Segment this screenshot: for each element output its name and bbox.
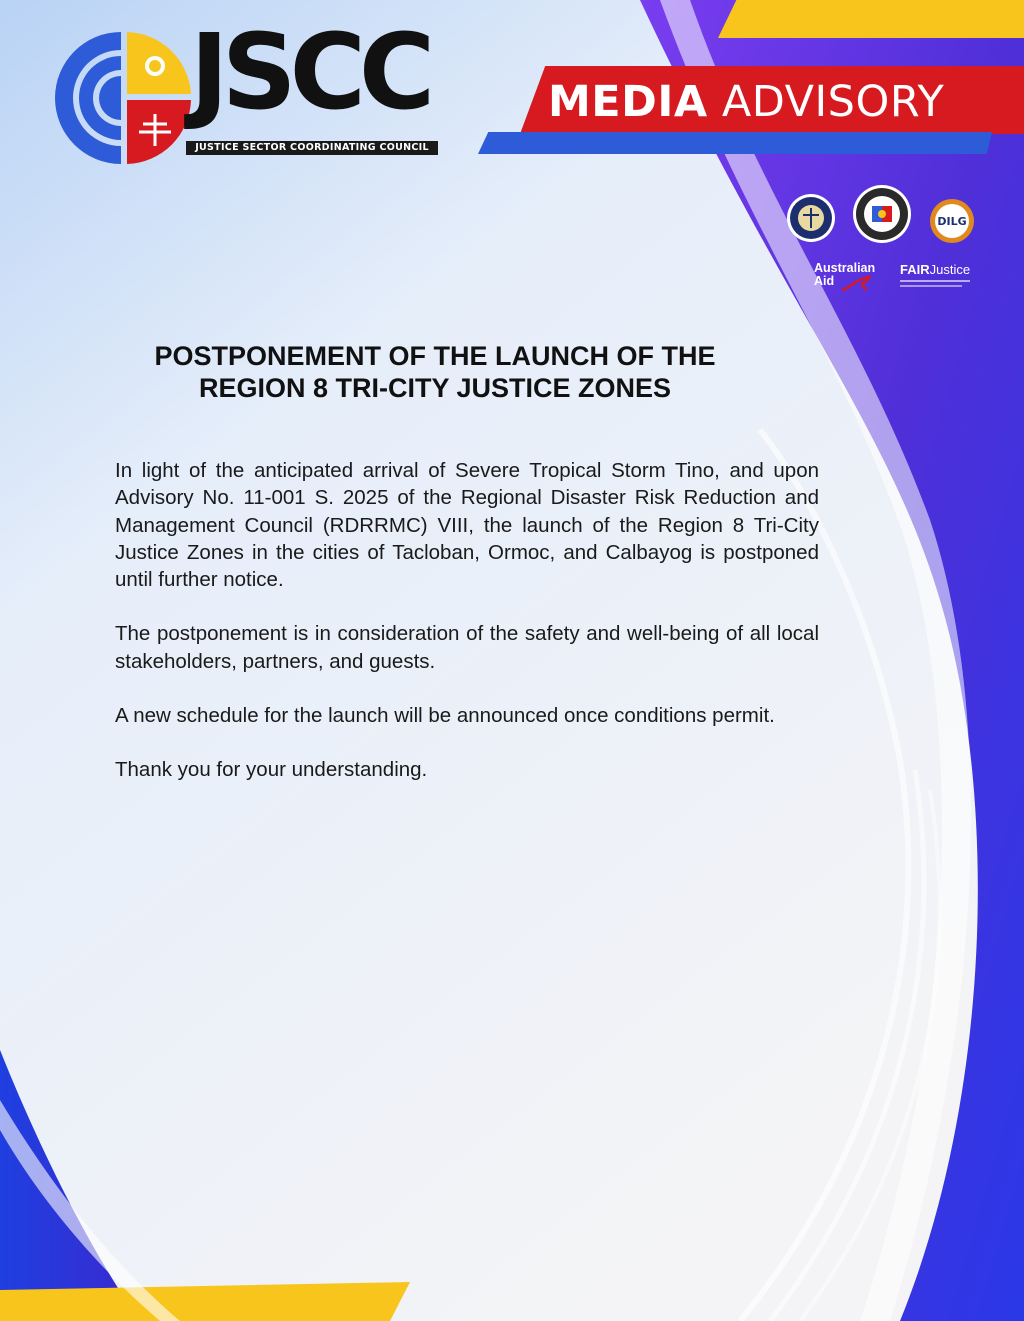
fair-justice-logo — [900, 263, 970, 276]
banner-word-advisory: ADVISORY — [721, 77, 945, 127]
supreme-court-seal-icon — [852, 184, 912, 244]
fair-justice-tagline-bar — [900, 280, 970, 282]
body-paragraph-2: The postponement is in consideration of the safety and well-being of all local stakeholders, partners, and guests. — [115, 622, 819, 673]
org-short-name: JSCC — [190, 11, 429, 133]
dilg-seal-icon — [929, 198, 975, 244]
fair-justice-fair: FAIR — [900, 262, 930, 277]
headline-line1: POSTPONEMENT OF THE LAUNCH OF THE — [154, 341, 716, 371]
body-paragraph-1: In light of the anticipated arrival of Severe Tropical Storm Tino, and upon Advisory No. 11-001 S. 2025 of the Regional Disaster Risk Reduction and Management Council (RDRRMC) VIII, the launch of the Region 8 Tri-City Justice Zones in the cities of Tacloban, Ormoc, and Calbayog is postponed until further notice. — [115, 459, 819, 592]
org-full-name: JUSTICE SECTOR COORDINATING COUNCIL — [186, 141, 438, 155]
fair-justice-suffix: Justice — [929, 262, 971, 277]
australian-aid-line1: Australian — [814, 261, 876, 275]
media-advisory-title — [548, 78, 1008, 126]
australian-aid-line2: Aid — [814, 273, 835, 288]
body-paragraph-4: Thank you for your understanding. — [115, 758, 428, 782]
fair-justice-tagline-bar-2 — [900, 285, 962, 287]
banner-word-media: MEDIA — [548, 77, 708, 127]
body-paragraph-3: A new schedule for the launch will be announced once conditions permit. — [115, 704, 775, 728]
kangaroo-icon — [840, 274, 872, 292]
advisory-body — [115, 457, 819, 811]
top-yellow-stripe — [718, 0, 1024, 38]
headline-line2: REGION 8 TRI-CITY JUSTICE ZONES — [198, 373, 672, 403]
dilg-label: DILG — [937, 215, 967, 228]
banner-blue-stripe — [478, 132, 992, 154]
doj-seal-icon — [786, 193, 836, 243]
advisory-headline — [115, 340, 755, 404]
